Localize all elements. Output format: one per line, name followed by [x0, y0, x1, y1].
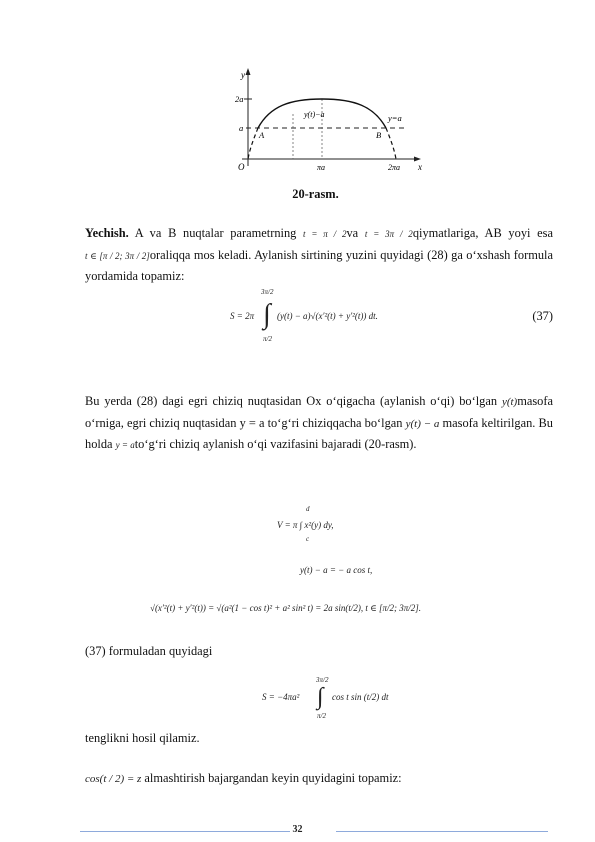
eq-s2-upper-limit: 3π/2 [316, 676, 329, 684]
explanation-text-4: to‘g‘ri chiziq aylanish o‘qi vazifasini bajaradi (20-rasm). [134, 437, 417, 451]
math-t-3pi-half: t = 3π / 2 [364, 229, 413, 239]
math-y-t: y(t) [501, 396, 518, 408]
eq-s2-lower-limit: π/2 [317, 712, 326, 720]
explanation-text-1: Bu yerda (28) dagi egri chiziq nuqtasidan Ox o‘qigacha (aylanish o‘qi) bo‘lgan [85, 394, 498, 408]
label-origin: O [238, 162, 245, 172]
label-point-a: A [259, 130, 265, 140]
solution-lead: Yechish. [85, 226, 129, 240]
equation-number-37: (37) [532, 309, 553, 323]
paragraph-result: tenglikni hosil qilamiz. [85, 731, 200, 745]
equation-s2 [262, 676, 412, 726]
paragraph-from-formula: (37) formuladan quyidagi [85, 644, 213, 658]
math-substitution: cos(t / 2) = z [85, 773, 142, 785]
equation-y-minus-a: y(t) − a = − a cos t, [300, 565, 373, 575]
eq37-integral-sign: ∫ [263, 299, 271, 330]
y-axis-arrow [246, 68, 251, 75]
explanation-text-3: masofa keltirilgan. Bu holda [85, 415, 553, 451]
cycloid-figure [228, 66, 428, 176]
footer-rule-right [336, 831, 548, 832]
eq-v-body: V = π ∫ x²(y) dy, [277, 520, 334, 530]
paragraph-solution [85, 223, 553, 287]
math-t-pi-half: t = π / 2 [303, 229, 347, 239]
solution-text-1: A va B nuqtalar parametrning [134, 226, 297, 240]
x-axis-arrow [414, 157, 421, 162]
paragraph-substitution [85, 768, 553, 790]
math-y-t-minus-a: y(t) − a [405, 417, 440, 430]
explanation-text-2: masofa o‘rniga, egri chiziq nuqtasidan y = a to‘g‘ri chiziqqacha bo‘lgan [85, 394, 553, 430]
label-2pi-a: 2πa [388, 163, 401, 172]
footer-rule-left [80, 831, 290, 832]
eq-s2-lhs: S = −4πa² [262, 692, 300, 702]
label-curve: y(t)−a [304, 110, 325, 119]
x-axis-label: x [418, 162, 422, 172]
page-number: 32 [292, 824, 303, 835]
label-pi-a: πa [317, 163, 326, 172]
solution-text-2: va [346, 226, 359, 240]
eq37-lower-limit: π/2 [263, 335, 272, 343]
y-axis-label: y [241, 70, 245, 80]
eq-s2-body: cos t sin (t/2) dt [332, 692, 389, 702]
eq37-body: (y(t) − a)√(x′²(t) + y′²(t)) dt. [277, 311, 378, 321]
cycloid-left-tail [248, 128, 258, 159]
paragraph-explanation [85, 391, 553, 456]
eq37-lhs: S = 2π [230, 311, 255, 321]
figure-caption: 20-rasm. [292, 187, 339, 201]
eq-v-upper-limit: d [306, 505, 310, 513]
solution-text-3: qiymatlariga, AB yoyi esa [412, 226, 553, 240]
math-y-equals-a: y = a [115, 440, 135, 450]
math-interval: t ∈ [π / 2; 3π / 2] [85, 250, 150, 261]
label-point-b: B [376, 130, 382, 140]
eq37-upper-limit: 3π/2 [261, 288, 274, 296]
equation-sqrt: √(x′²(t) + y′²(t)) = √(a²(1 − cos t)² + a² sin² t) = 2a sin(t/2), t ∈ [π/2; 3π/2]. [150, 603, 422, 613]
solution-text-4: oraliqqa mos keladi. Aylanish sirtining yuzini quyidagi (28) ga o‘xshash formula yordamida topamiz: [85, 247, 553, 283]
eq-v-lower-limit: c [306, 535, 310, 543]
equation-37 [230, 287, 430, 347]
substitution-text: almashtirish bajargandan keyin quyidagini topamiz: [144, 771, 402, 785]
label-line: y=a [388, 113, 402, 123]
cycloid-right-tail [386, 128, 396, 159]
label-a: a [239, 123, 244, 133]
label-2a: 2a [235, 94, 244, 104]
equation-volume [277, 505, 397, 545]
eq-s2-integral-sign: ∫ [317, 684, 324, 710]
